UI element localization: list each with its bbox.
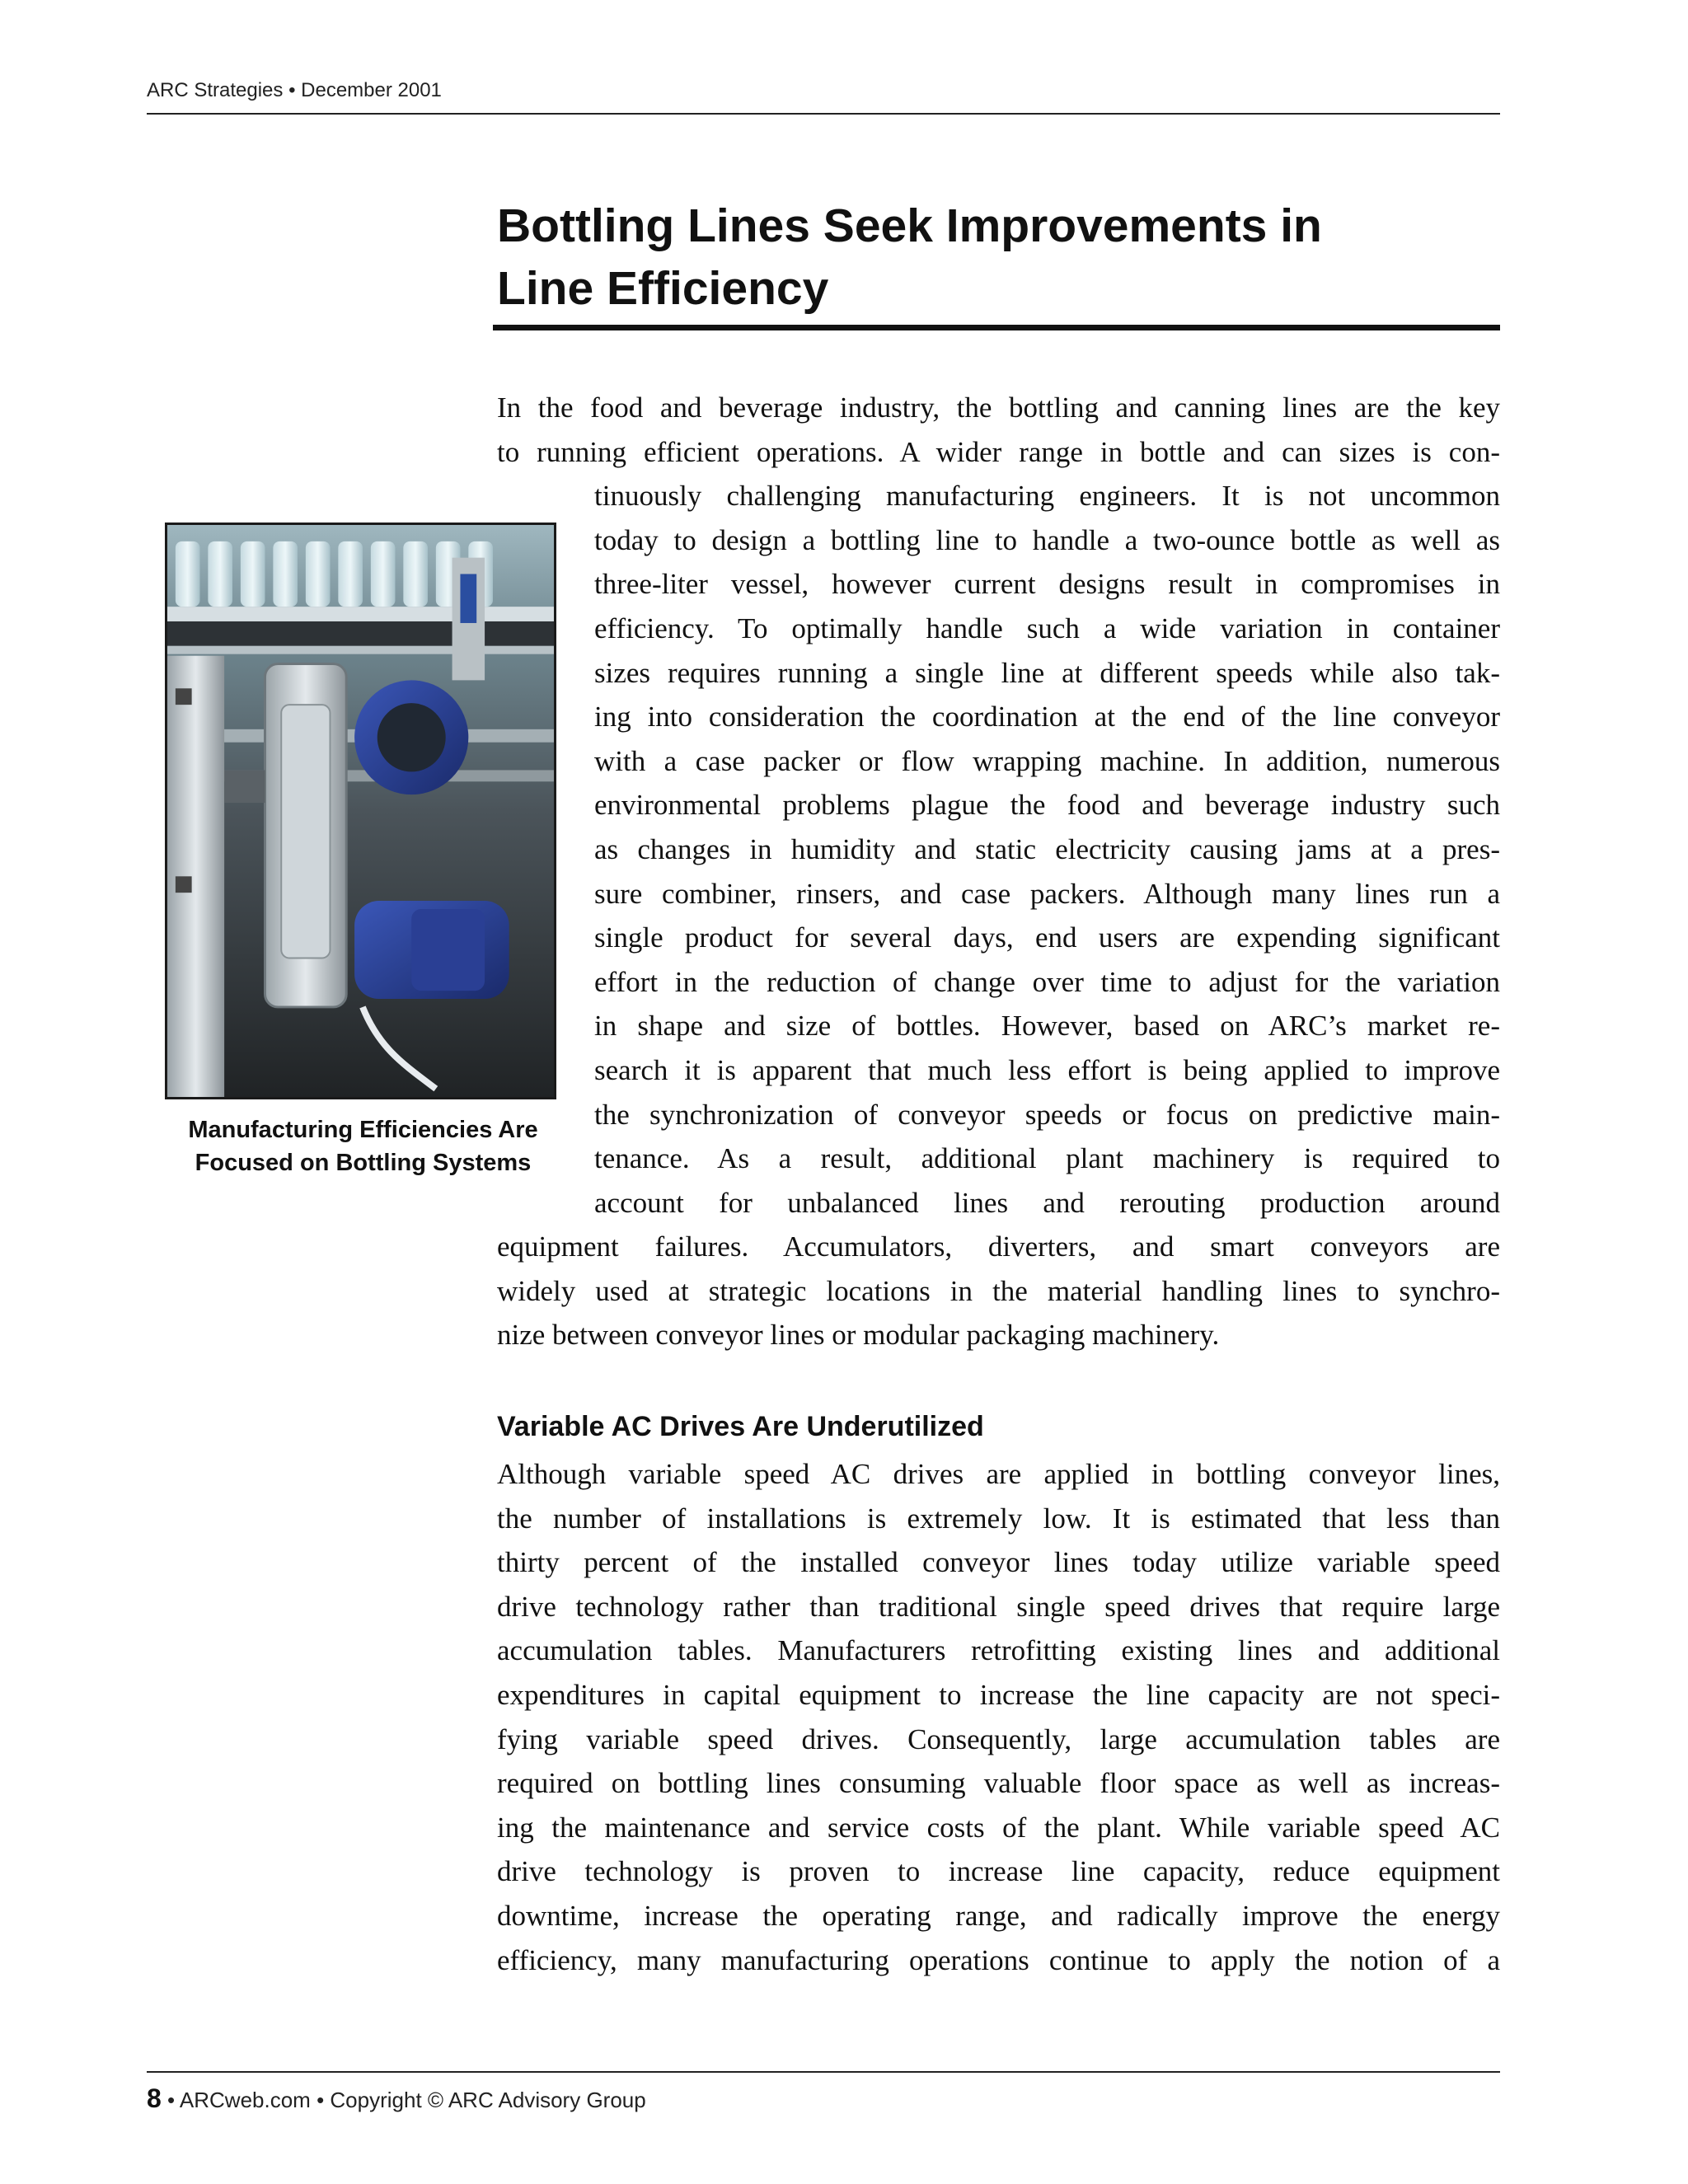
footer-rule (147, 2071, 1500, 2073)
body-paragraph-2 (497, 1452, 1500, 1982)
bottling-machine-image (167, 525, 554, 1097)
text-line: as changes in humidity and static electricity causing jams at a pres- (594, 832, 1500, 865)
footer-text: • ARCweb.com • Copyright © ARC Advisory Group (161, 2088, 646, 2112)
page-number: 8 (147, 2083, 162, 2113)
title-line: Bottling Lines Seek Improvements in (497, 199, 1322, 252)
text-line: account for unbalanced lines and rerouting production around (594, 1186, 1500, 1219)
text-line: thirty percent of the installed conveyor lines today utilize variable speed (497, 1546, 1500, 1579)
title-rule (493, 325, 1500, 330)
caption-line: Focused on Bottling Systems (195, 1150, 532, 1176)
title-line: Line Efficiency (497, 262, 829, 315)
text-line: Although variable speed AC drives are applied in bottling conveyor lines, (497, 1458, 1500, 1490)
text-line: efficiency. To optimally handle such a wide variation in container (594, 612, 1500, 644)
text-line: accumulation tables. Manufacturers retrofitting existing lines and additional (497, 1634, 1500, 1667)
text-line: in shape and size of bottles. However, based on ARC’s market re- (594, 1010, 1500, 1043)
text-line: widely used at strategic locations in the material handling lines to synchro- (497, 1274, 1500, 1307)
text-line: effort in the reduction of change over time to adjust for the variation (594, 965, 1500, 998)
text-line: to running efficient operations. A wider range in bottle and can sizes is con- (497, 435, 1500, 468)
text-line: search it is apparent that much less effort is being applied to improve (594, 1053, 1500, 1086)
text-line: required on bottling lines consuming valuable floor space as well as increas- (497, 1767, 1500, 1800)
text-line: nize between conveyor lines or modular packaging machinery. (497, 1319, 1220, 1352)
text-line: sizes requires running a single line at different speeds while also tak- (594, 656, 1500, 689)
text-line: ing the maintenance and service costs of the plant. While variable speed AC (497, 1811, 1500, 1844)
body-paragraph-1 (497, 386, 1500, 1357)
text-line: tenance. As a result, additional plant machinery is required to (594, 1142, 1500, 1175)
section-subheading: Variable AC Drives Are Underutilized (497, 1411, 984, 1442)
text-line: fying variable speed drives. Consequently, large accumulation tables are (497, 1722, 1500, 1755)
article-title (497, 194, 1500, 320)
page-footer (147, 2083, 646, 2114)
text-line: tinuously challenging manufacturing engineers. It is not uncommon (594, 480, 1500, 513)
text-line: drive technology rather than traditional single speed drives that require large (497, 1590, 1500, 1623)
caption-line: Manufacturing Efficiencies Are (188, 1117, 538, 1143)
header-rule (147, 113, 1500, 115)
text-line: In the food and beverage industry, the bottling and canning lines are the key (497, 391, 1500, 424)
text-line: environmental problems plague the food and beverage industry such (594, 789, 1500, 822)
text-line: sure combiner, rinsers, and case packers. Although many lines run a (594, 877, 1500, 910)
text-line: the synchronization of conveyor speeds or focus on predictive main- (594, 1098, 1500, 1131)
text-line: downtime, increase the operating range, and radically improve the energy (497, 1899, 1500, 1932)
text-line: three-liter vessel, however current designs result in compromises in (594, 568, 1500, 601)
text-line: ing into consideration the coordination at the end of the line conveyor (594, 701, 1500, 733)
text-line: single product for several days, end users are expending significant (594, 921, 1500, 954)
text-line: drive technology is proven to increase line capacity, reduce equipment (497, 1855, 1500, 1888)
text-line: efficiency, many manufacturing operations continue to apply the notion of a (497, 1943, 1500, 1976)
text-line: expenditures in capital equipment to increase the line capacity are not speci- (497, 1678, 1500, 1711)
text-line: equipment failures. Accumulators, diverters, and smart conveyors are (497, 1230, 1500, 1263)
text-line: today to design a bottling line to handle a two-ounce bottle as well as (594, 523, 1500, 556)
running-head: ARC Strategies • December 2001 (147, 79, 442, 101)
text-line: with a case packer or flow wrapping machine. In addition, numerous (594, 744, 1500, 777)
text-line: the number of installations is extremely low. It is estimated that less than (497, 1502, 1500, 1535)
